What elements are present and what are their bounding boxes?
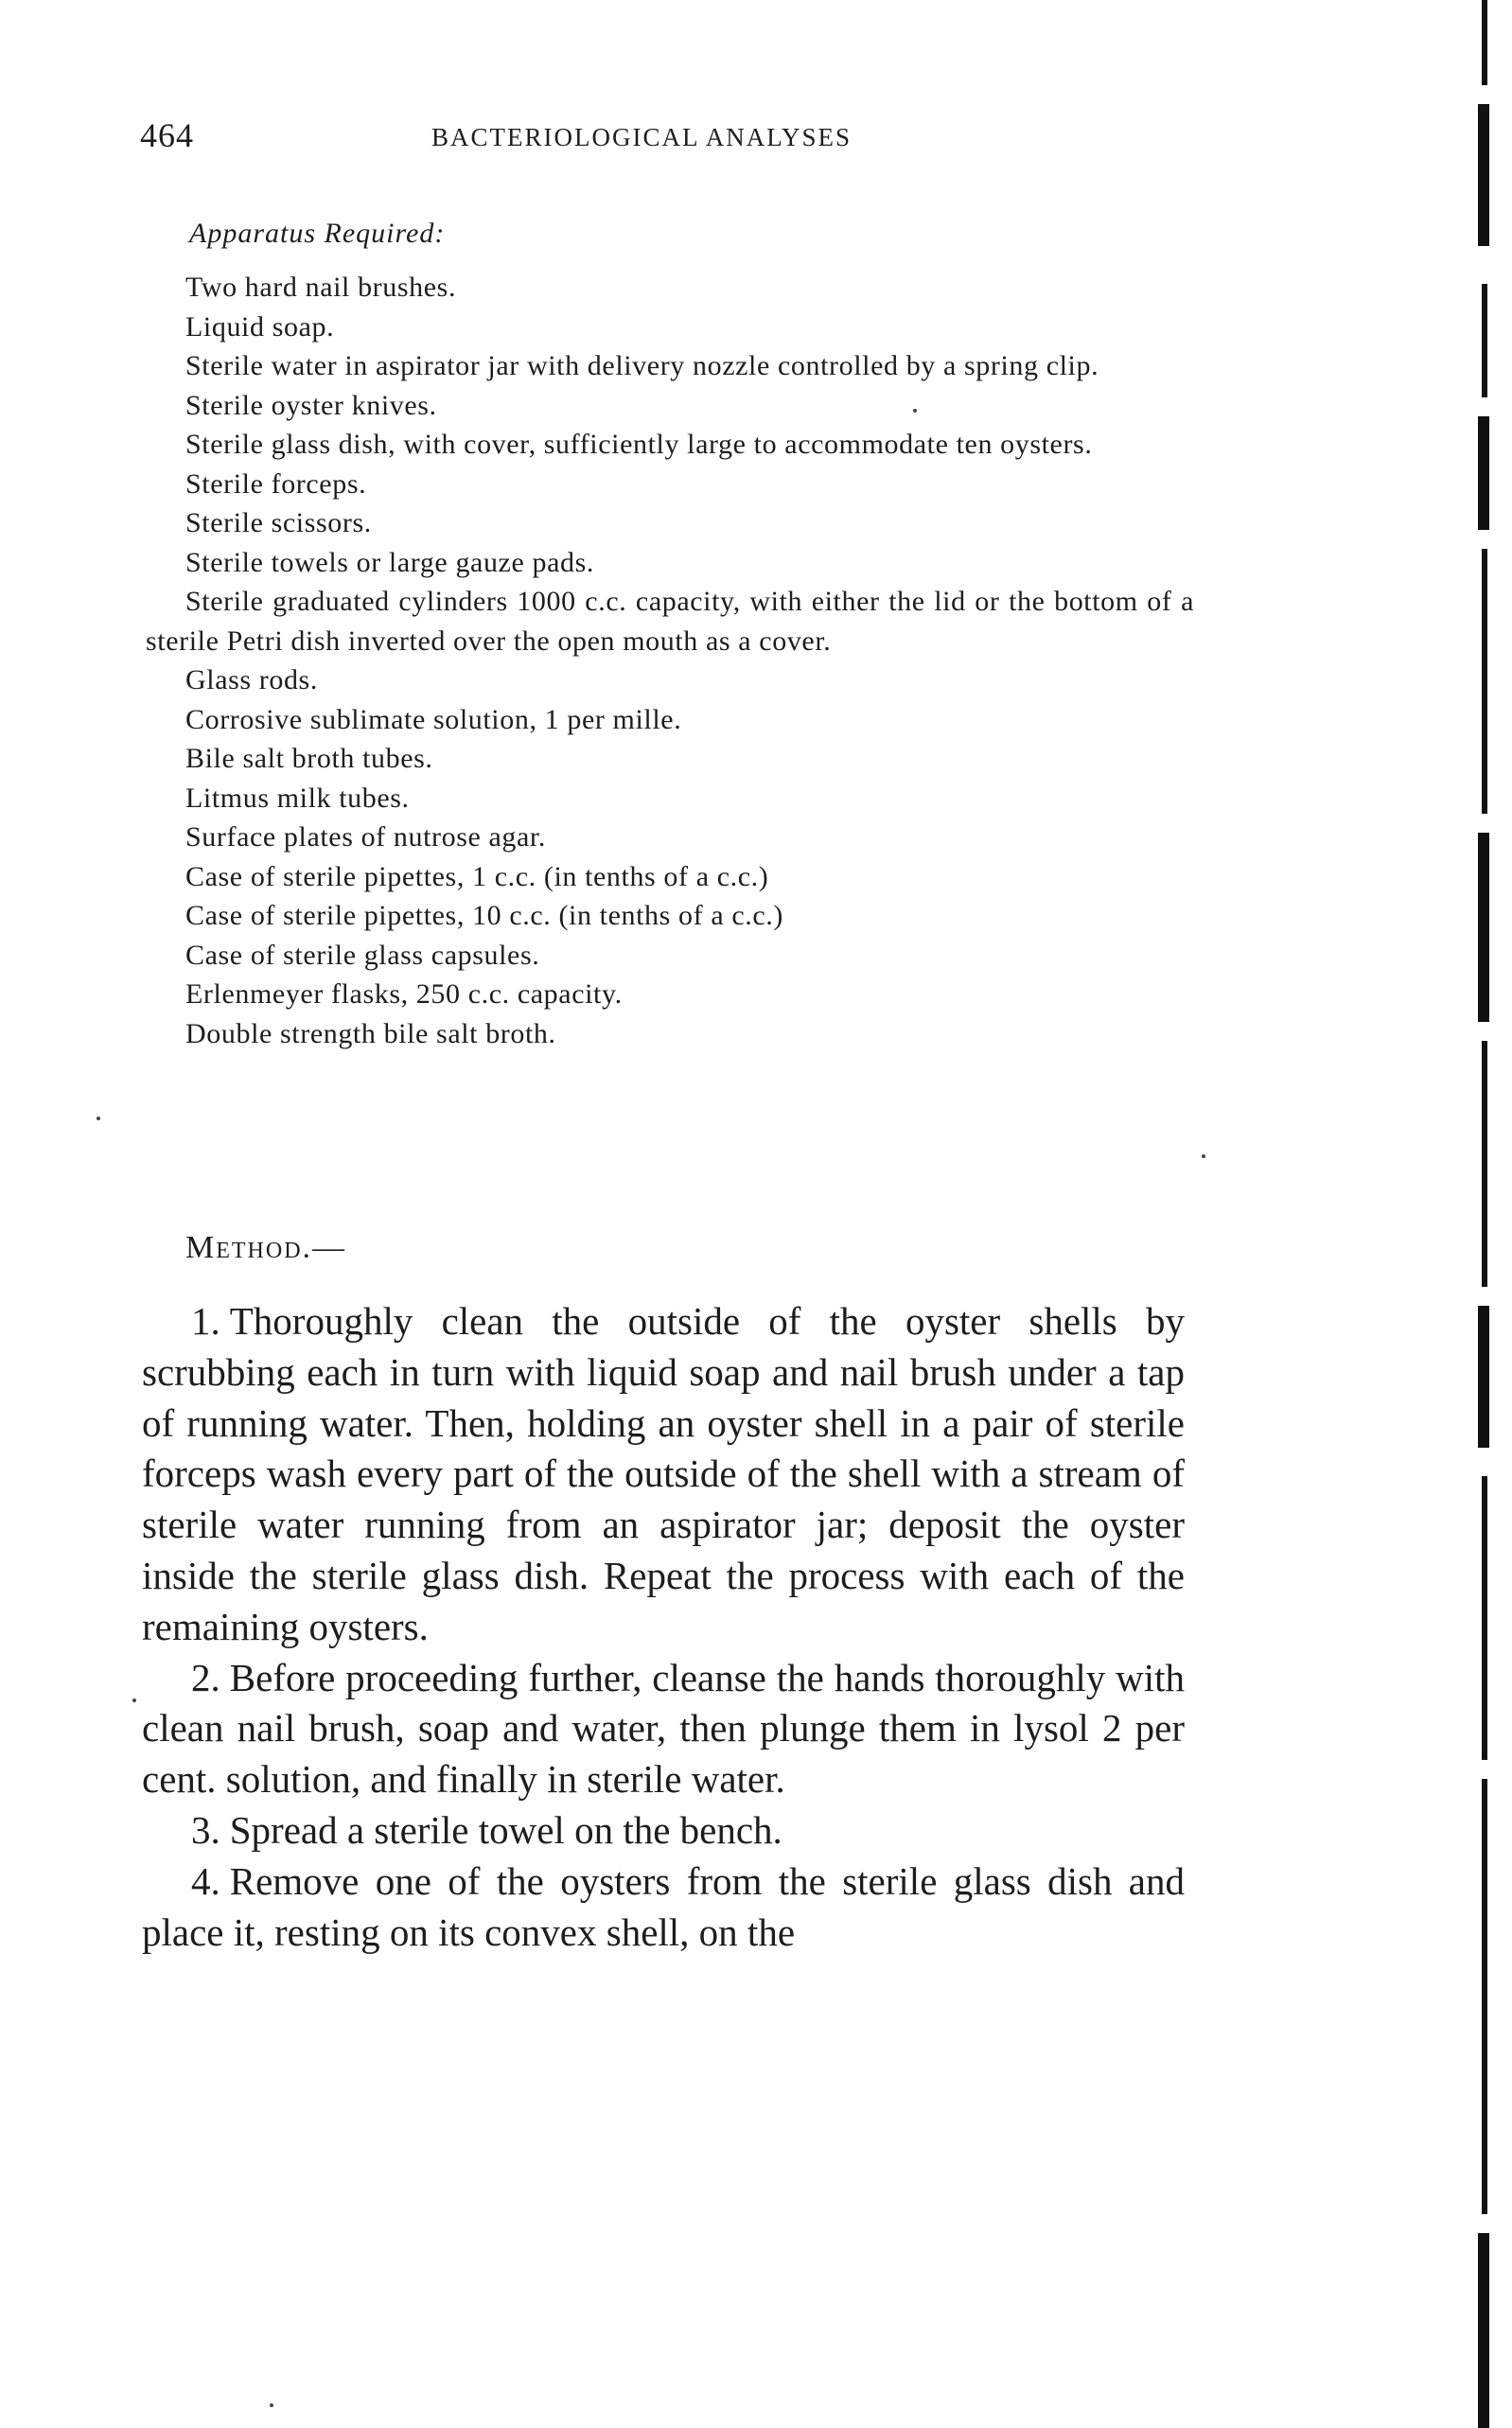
scan-speck (132, 1698, 136, 1702)
scan-speck (913, 409, 917, 413)
method-steps (142, 1296, 1185, 1958)
apparatus-item: Sterile oyster knives. (185, 389, 437, 421)
page-number: 464 (140, 116, 194, 154)
apparatus-item: Sterile towels or large gauze pads. (185, 546, 594, 578)
edge-bar (1482, 0, 1487, 85)
scan-speck (1202, 1154, 1205, 1158)
running-head: BACTERIOLOGICAL ANALYSES (431, 123, 853, 151)
step-number: 2. (191, 1655, 220, 1699)
edge-bar (1478, 2233, 1489, 2428)
method-heading: Method.— (185, 1230, 347, 1265)
method-step (142, 1805, 1185, 1856)
method-step (142, 1856, 1185, 1959)
apparatus-item: Corrosive sublimate solution, 1 per mille. (185, 703, 682, 735)
scan-speck (270, 2403, 273, 2407)
step-text: Spread a sterile towel on the bench. (229, 1807, 782, 1852)
apparatus-item: Two hard nail brushes. (185, 272, 457, 303)
edge-bar (1482, 1041, 1487, 1287)
apparatus-item: Case of sterile glass capsules. (185, 939, 540, 971)
apparatus-item: Sterile scissors. (185, 507, 372, 538)
page-header (140, 115, 1200, 163)
apparatus-item: Double strength bile salt broth. (185, 1017, 556, 1049)
step-number: 4. (191, 1858, 220, 1903)
apparatus-item: Litmus milk tubes. (185, 782, 410, 814)
step-text: Thoroughly clean the outside of the oyster shells by scrubbing each in turn with liquid soap and nail brush under a tap of running water. Then, holding an oyster shell in a pair of sterile forceps wash every part of the outside of the shell with a stream of sterile water running from an aspirator jar; deposit the oyster inside the sterile glass dish. Repeat the process with each of the remaining oysters. (142, 1299, 1185, 1648)
apparatus-item: Surface plates of nutrose agar. (185, 821, 546, 853)
edge-bar (1482, 284, 1487, 397)
apparatus-item: Case of sterile pipettes, 10 c.c. (in tenths of a c.c.) (185, 900, 783, 931)
apparatus-item: Sterile glass dish, with cover, sufficiently large to accommodate ten oysters. (185, 429, 1093, 460)
step-number: 3. (191, 1807, 220, 1852)
apparatus-item: Case of sterile pipettes, 1 c.c. (in tenths of a c.c.) (185, 860, 769, 892)
edge-bar (1478, 1306, 1489, 1448)
method-step (142, 1296, 1185, 1653)
scan-speck (97, 1117, 100, 1120)
apparatus-item: Erlenmeyer flasks, 250 c.c. capacity. (185, 978, 623, 1010)
edge-bar (1478, 104, 1489, 246)
method-step (142, 1653, 1185, 1805)
step-text: Before proceeding further, cleanse the hands thoroughly with clean nail brush, soap and water, then plunge them in lysol 2 per cent. solution, and finally in sterile water. (142, 1655, 1185, 1802)
step-text: Remove one of the oysters from the sterile glass dish and place it, resting on its convex shell, on the (142, 1858, 1185, 1954)
edge-bar (1478, 833, 1489, 1022)
edge-bar (1478, 416, 1489, 530)
edge-bar (1482, 1779, 1487, 2214)
apparatus-item: Bile salt broth tubes. (185, 743, 433, 774)
apparatus-heading: Apparatus Required: (189, 218, 446, 249)
apparatus-item: Sterile forceps. (185, 467, 367, 500)
apparatus-item: Sterile graduated cylinders 1000 c.c. capacity, with either the lid or the bottom of a sterile Petri dish inverted over the open mouth as a cover. (146, 586, 1194, 657)
apparatus-item: Glass rods. (185, 664, 318, 695)
apparatus-list (146, 268, 1194, 1053)
apparatus-item: Liquid soap. (185, 310, 335, 343)
edge-bar (1482, 549, 1487, 814)
apparatus-item: Sterile water in aspirator jar with delivery nozzle controlled by a spring clip. (185, 350, 1099, 381)
step-number: 1. (191, 1299, 220, 1343)
edge-bar (1482, 1476, 1487, 1760)
